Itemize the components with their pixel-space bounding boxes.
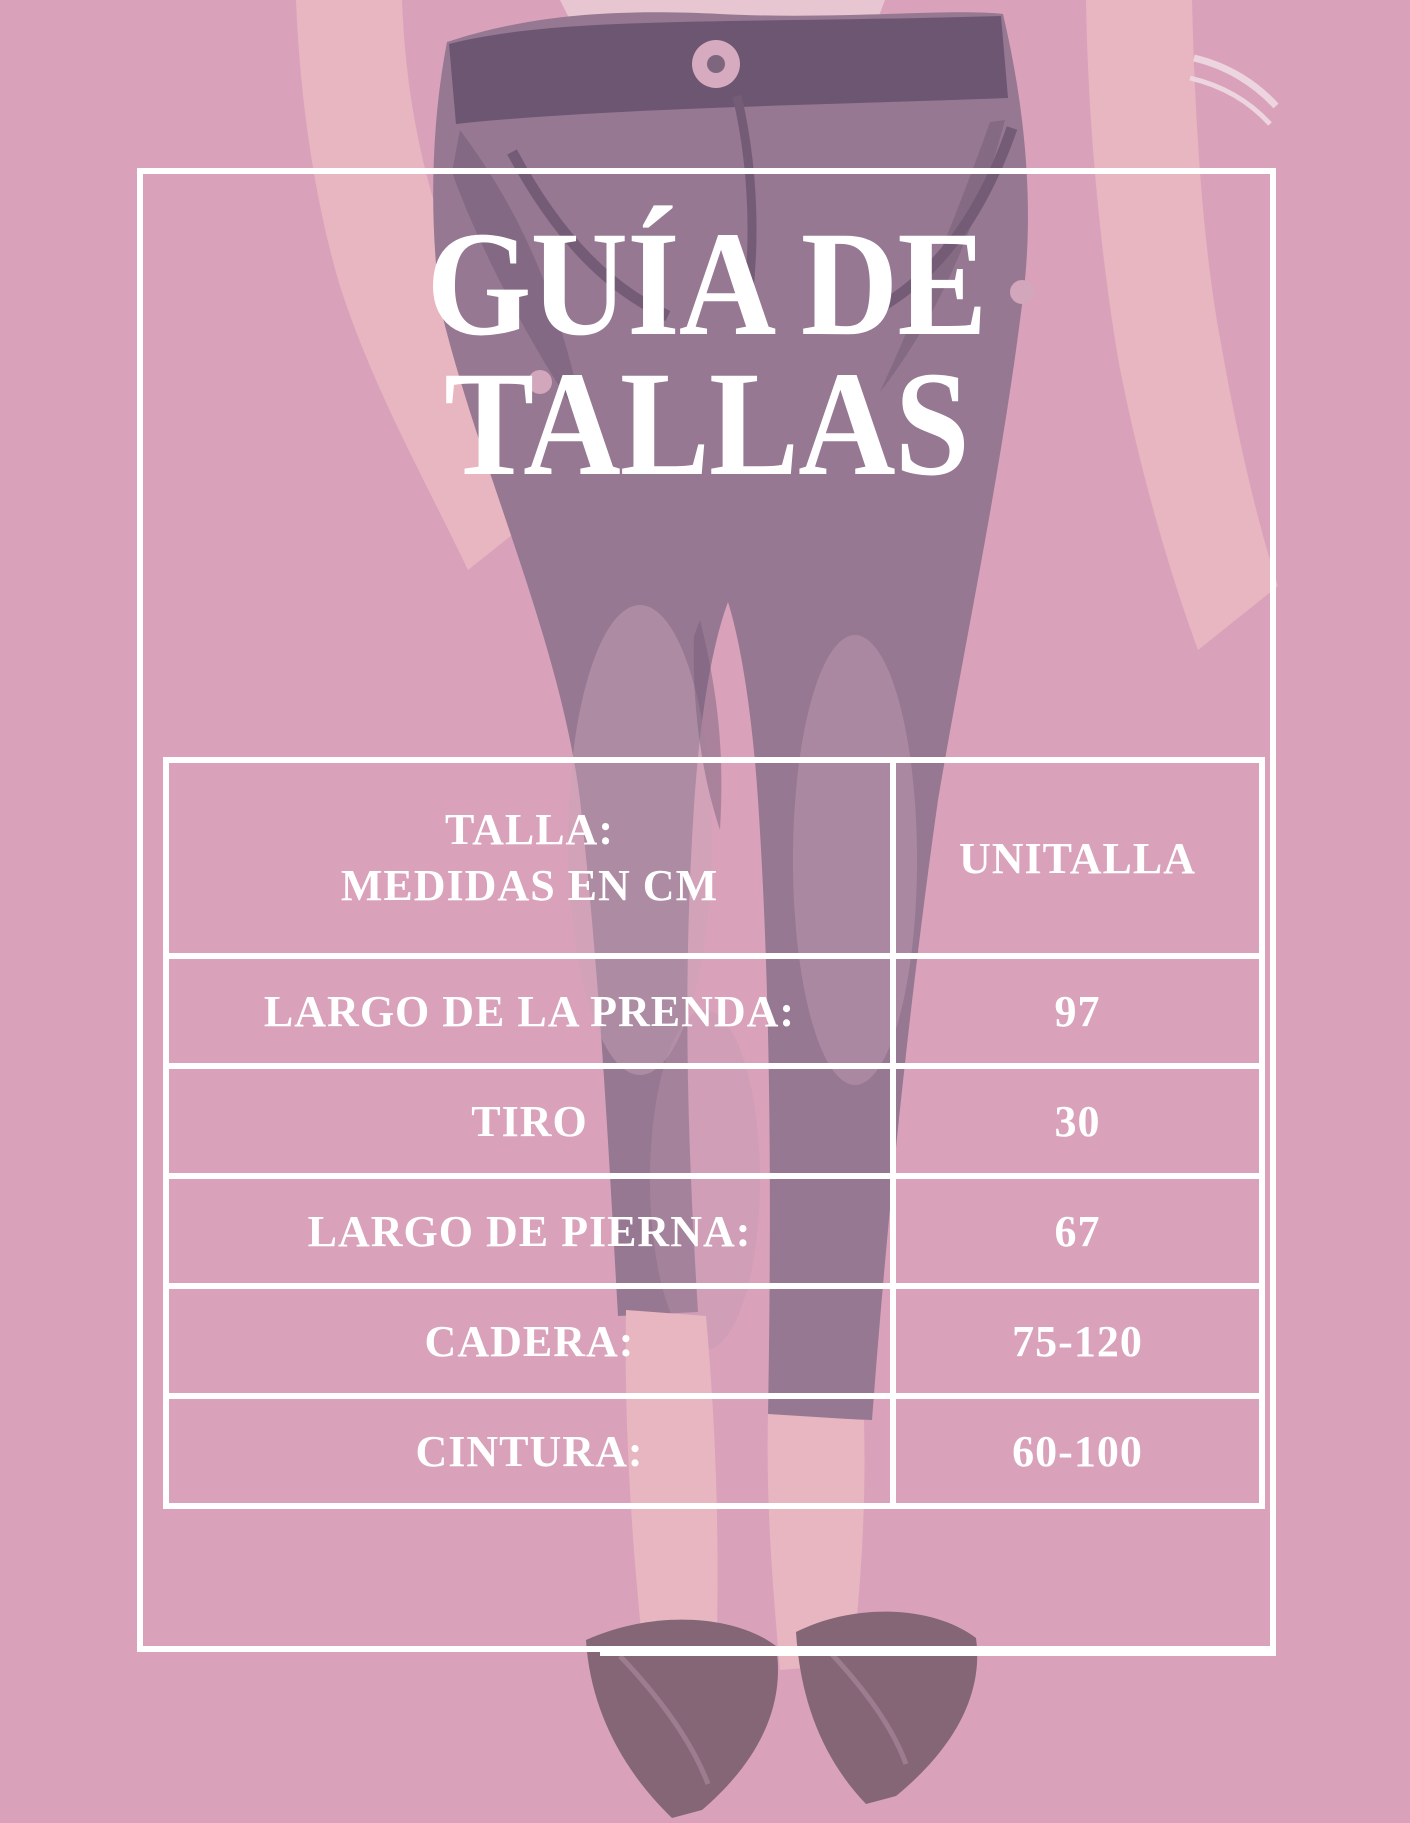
measurement-label: LARGO DE PIERNA: — [166, 1176, 893, 1286]
measurement-value: 75-120 — [893, 1286, 1262, 1396]
measurement-label: CADERA: — [166, 1286, 893, 1396]
measurement-value: 67 — [893, 1176, 1262, 1286]
title-line-1: GUÍA DE — [426, 201, 987, 367]
measurement-label: TIRO — [166, 1066, 893, 1176]
table-row — [166, 1286, 1262, 1396]
table-row — [166, 956, 1262, 1066]
measurement-value: 97 — [893, 956, 1262, 1066]
size-table — [163, 757, 1265, 1509]
size-header-cell — [166, 760, 893, 956]
measurement-value: 30 — [893, 1066, 1262, 1176]
table-header-row — [166, 760, 1262, 956]
measurement-value: 60-100 — [893, 1396, 1262, 1506]
size-column-header: UNITALLA — [893, 760, 1262, 956]
decorative-frame-stroke — [600, 1650, 1276, 1656]
table-row — [166, 1396, 1262, 1506]
table-row — [166, 1176, 1262, 1286]
size-header-line-1: TALLA: — [445, 805, 614, 854]
measurement-label: CINTURA: — [166, 1396, 893, 1506]
size-header-line-2: MEDIDAS EN CM — [340, 861, 719, 910]
measurement-label: LARGO DE LA PRENDA: — [166, 956, 893, 1066]
page-title — [194, 201, 1219, 507]
table-row — [166, 1066, 1262, 1176]
title-line-2: TALLAS — [444, 341, 969, 507]
